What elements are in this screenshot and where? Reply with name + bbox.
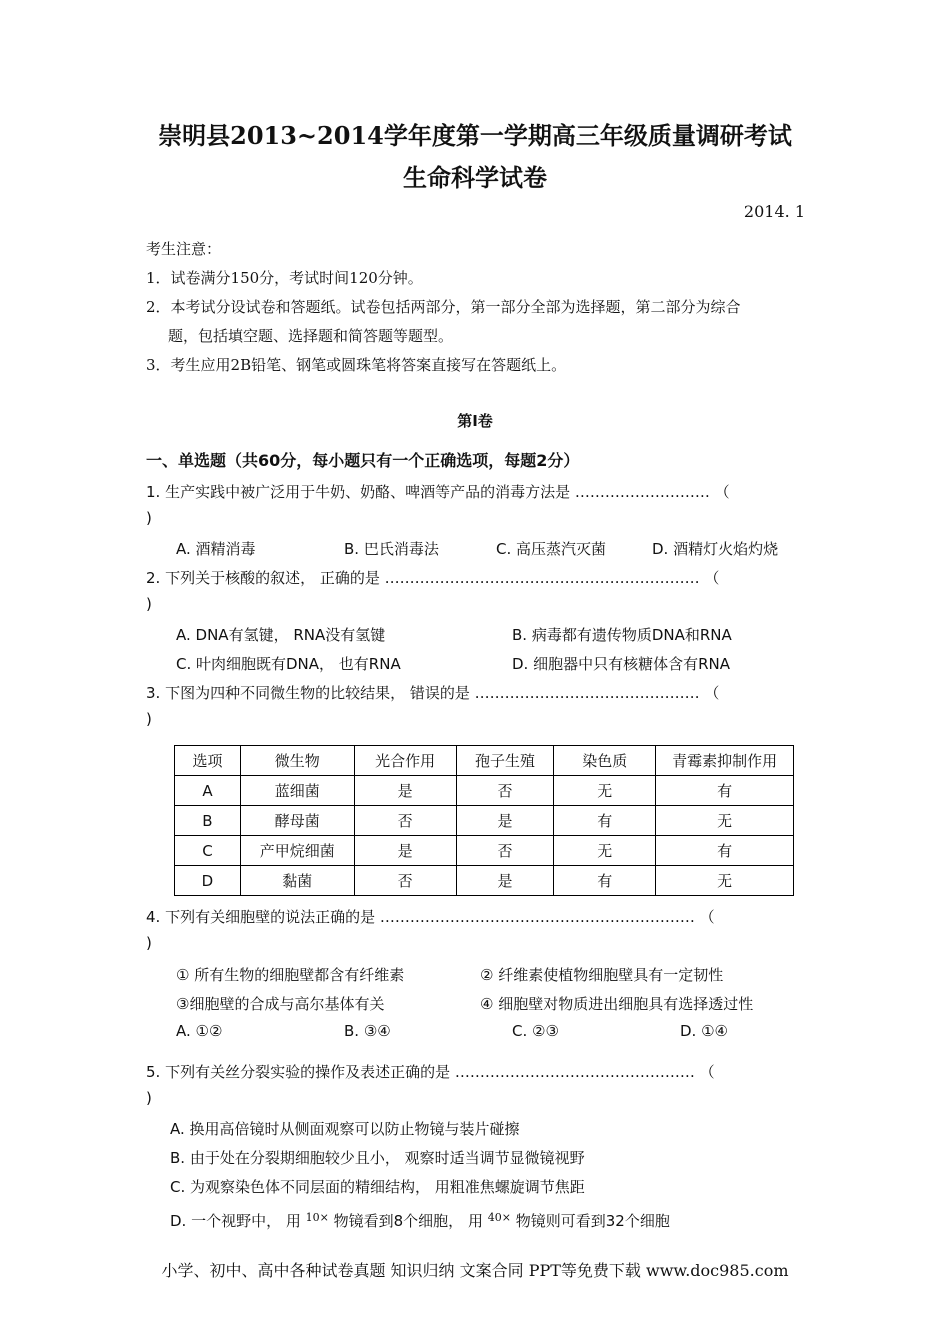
option-d-prefix: D. 一个视野中， 用: [170, 1212, 301, 1230]
question-4-option-d: D. ①④: [680, 1022, 728, 1040]
question-4-statement-2: ② 纤维素使植物细胞壁具有一定韧性: [480, 966, 724, 984]
table-row: [175, 806, 794, 836]
question-2-stem: 2. 下列关于核酸的叙述， 正确的是 ……………………………………………………… （: [146, 569, 720, 587]
question-4-option-b: B. ③④: [344, 1022, 391, 1040]
table-cell: 否: [456, 836, 554, 866]
question-1-option-b: B. 巴氏消毒法: [344, 540, 439, 558]
table-row: [175, 866, 794, 896]
table-cell: D: [175, 866, 241, 896]
table-cell: 黏菌: [240, 866, 354, 896]
table-cell: 无: [656, 806, 794, 836]
table-header-cell: 微生物: [240, 746, 354, 776]
table-cell: 是: [354, 836, 456, 866]
table-cell: 否: [354, 806, 456, 836]
table-header-cell: 孢子生殖: [456, 746, 554, 776]
question-5-close: ): [146, 1089, 152, 1107]
table-cell: 否: [354, 866, 456, 896]
table-header-cell: 青霉素抑制作用: [656, 746, 794, 776]
microbe-comparison-table: [174, 745, 794, 896]
question-5-option-d: [170, 1210, 670, 1231]
table-cell: A: [175, 776, 241, 806]
question-1-option-d: D. 酒精灯火焰灼烧: [652, 540, 779, 558]
table-cell: 有: [656, 776, 794, 806]
table-cell: 有: [554, 806, 656, 836]
question-3-stem: 3. 下图为四种不同微生物的比较结果， 错误的是 ……………………………………… （: [146, 684, 720, 702]
notice-item: 3．考生应用2B铅笔、钢笔或圆珠笔将答案直接写在答题纸上。: [146, 356, 567, 374]
table-header-cell: 光合作用: [354, 746, 456, 776]
question-5-stem: 5. 下列有关丝分裂实验的操作及表述正确的是 ………………………………………… （: [146, 1063, 715, 1081]
table-cell: 酵母菌: [240, 806, 354, 836]
question-5-option-a: A. 换用高倍镜时从侧面观察可以防止物镜与装片碰擦: [170, 1120, 520, 1138]
question-2-close: ): [146, 595, 152, 613]
table-cell: 否: [456, 776, 554, 806]
table-cell: 有: [554, 866, 656, 896]
table-cell: 是: [456, 866, 554, 896]
question-1-stem: 1. 生产实践中被广泛用于牛奶、奶酪、啤酒等产品的消毒方法是 ……………………… （: [146, 483, 730, 501]
table-cell: C: [175, 836, 241, 866]
table-cell: 蓝细菌: [240, 776, 354, 806]
table-cell: B: [175, 806, 241, 836]
magnification-10x: 10×: [305, 1211, 329, 1224]
question-1-option-c: C. 高压蒸汽灭菌: [496, 540, 607, 558]
question-3-close: ): [146, 710, 152, 728]
table-header-row: [175, 746, 794, 776]
question-4-statement-1: ① 所有生物的细胞壁都含有纤维素: [176, 966, 405, 984]
exam-title: 崇明县2013~2014学年度第一学期高三年级质量调研考试: [158, 121, 792, 150]
magnification-40x: 40×: [487, 1211, 511, 1224]
question-4-close: ): [146, 934, 152, 952]
question-4-stem: 4. 下列有关细胞壁的说法正确的是 ……………………………………………………… （: [146, 908, 715, 926]
question-4-option-c: C. ②③: [512, 1022, 559, 1040]
footer-text: 小学、初中、高中各种试卷真题 知识归纳 文案合同 PPT等免费下载 www.doc985.com: [161, 1261, 789, 1280]
question-4-statement-4: ④ 细胞壁对物质进出细胞具有选择透过性: [480, 995, 754, 1013]
table-cell: 是: [456, 806, 554, 836]
table-cell: 无: [554, 836, 656, 866]
question-4-option-a: A. ①②: [176, 1022, 223, 1040]
table-cell: 无: [656, 866, 794, 896]
question-4-statement-3: ③细胞壁的合成与高尔基体有关: [176, 995, 385, 1013]
table-cell: 是: [354, 776, 456, 806]
notice-item: 2．本考试分设试卷和答题纸。试卷包括两部分，第一部分全部为选择题，第二部分为综合: [146, 298, 741, 316]
table-row: [175, 836, 794, 866]
notice-heading: 考生注意：: [146, 240, 222, 258]
question-1-option-a: A. 酒精消毒: [176, 540, 256, 558]
option-d-suffix: 物镜则可看到32个细胞: [515, 1212, 670, 1230]
section-heading: 一、单选题（共60分，每小题只有一个正确选项，每题2分）: [146, 451, 580, 470]
exam-date: 2014. 1: [743, 202, 805, 221]
question-2-option-d: D. 细胞器中只有核糖体含有RNA: [512, 655, 730, 673]
table-header-cell: 染色质: [554, 746, 656, 776]
table-cell: 无: [554, 776, 656, 806]
table-header-cell: 选项: [175, 746, 241, 776]
part-heading: 第I卷: [457, 412, 493, 430]
notice-item: 1．试卷满分150分，考试时间120分钟。: [146, 269, 423, 287]
exam-subtitle: 生命科学试卷: [403, 163, 547, 192]
question-1-close: ): [146, 509, 152, 527]
question-2-option-a: A. DNA有氢键， RNA没有氢键: [176, 626, 386, 644]
question-5-option-b: B. 由于处在分裂期细胞较少且小， 观察时适当调节显微镜视野: [170, 1149, 585, 1167]
table-cell: 产甲烷细菌: [240, 836, 354, 866]
question-5-option-c: C. 为观察染色体不同层面的精细结构， 用粗准焦螺旋调节焦距: [170, 1178, 585, 1196]
question-2-option-b: B. 病毒都有遗传物质DNA和RNA: [512, 626, 732, 644]
notice-item-continued: 题，包括填空题、选择题和简答题等题型。: [168, 327, 454, 345]
table-cell: 有: [656, 836, 794, 866]
option-d-middle: 物镜看到8个细胞， 用: [333, 1212, 483, 1230]
table-row: [175, 776, 794, 806]
question-2-option-c: C. 叶肉细胞既有DNA， 也有RNA: [176, 655, 401, 673]
